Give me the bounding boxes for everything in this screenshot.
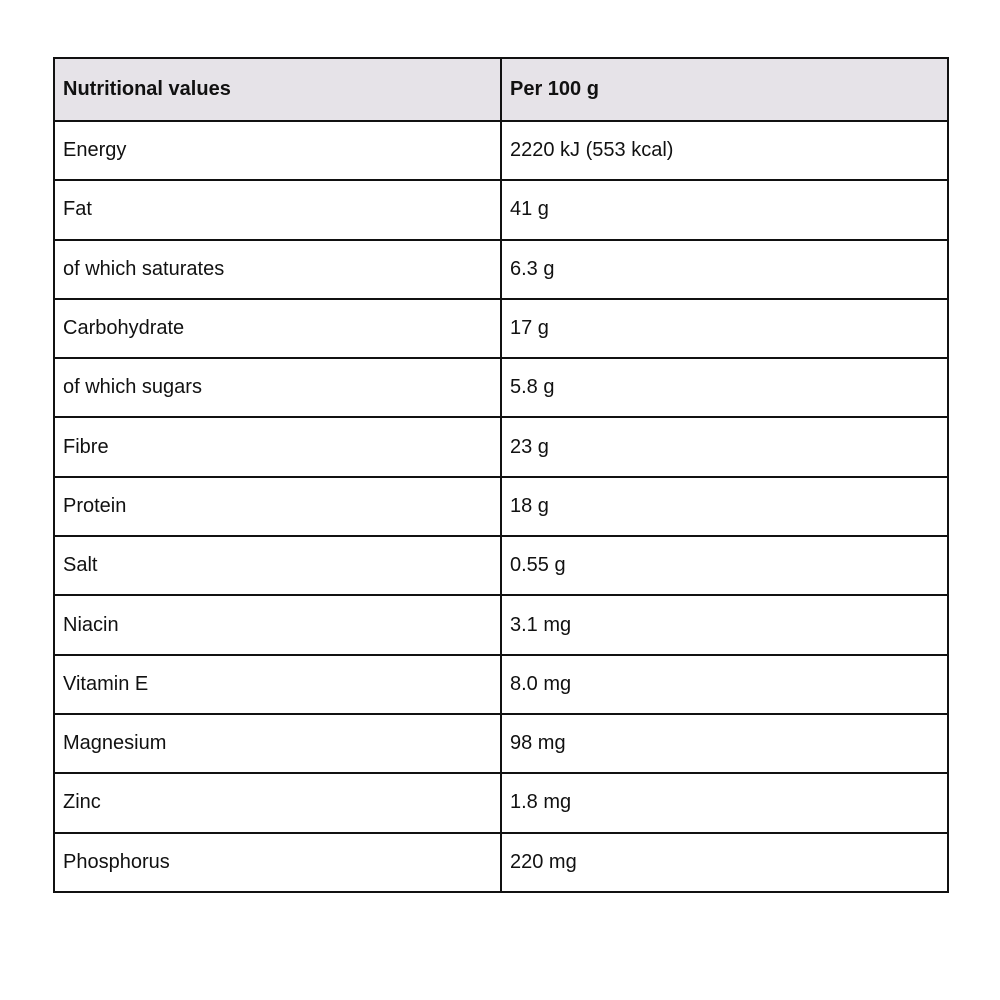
- nutrient-name: Magnesium: [54, 714, 501, 773]
- nutrient-name: of which saturates: [54, 240, 501, 299]
- nutrient-name: Fat: [54, 180, 501, 239]
- nutrient-value: 41 g: [501, 180, 948, 239]
- nutrient-value: 5.8 g: [501, 358, 948, 417]
- nutrient-name: Energy: [54, 121, 501, 180]
- nutrient-value: 3.1 mg: [501, 595, 948, 654]
- nutrient-name: Phosphorus: [54, 833, 501, 892]
- nutrient-name: Vitamin E: [54, 655, 501, 714]
- nutrient-value: 0.55 g: [501, 536, 948, 595]
- table-row: [54, 477, 948, 536]
- nutrient-value: 98 mg: [501, 714, 948, 773]
- table-row: [54, 773, 948, 832]
- table-row: [54, 240, 948, 299]
- nutrient-name: Fibre: [54, 417, 501, 476]
- nutrient-value: 6.3 g: [501, 240, 948, 299]
- nutrient-name: Protein: [54, 477, 501, 536]
- table-body: [54, 121, 948, 892]
- nutrient-name: Carbohydrate: [54, 299, 501, 358]
- nutrient-value: 220 mg: [501, 833, 948, 892]
- table-row: [54, 833, 948, 892]
- table-row: [54, 536, 948, 595]
- nutrient-value: 17 g: [501, 299, 948, 358]
- nutrient-value: 1.8 mg: [501, 773, 948, 832]
- header-per-100g: Per 100 g: [501, 58, 948, 121]
- table-row: [54, 714, 948, 773]
- nutrient-name: Zinc: [54, 773, 501, 832]
- nutrient-name: Niacin: [54, 595, 501, 654]
- header-nutritional-values: Nutritional values: [54, 58, 501, 121]
- nutrient-value: 18 g: [501, 477, 948, 536]
- nutrient-name: Salt: [54, 536, 501, 595]
- header-row: [54, 58, 948, 121]
- table-row: [54, 180, 948, 239]
- table-row: [54, 299, 948, 358]
- nutrient-value: 8.0 mg: [501, 655, 948, 714]
- table-row: [54, 655, 948, 714]
- nutrition-table: [53, 57, 949, 893]
- table-row: [54, 121, 948, 180]
- nutrient-value: 2220 kJ (553 kcal): [501, 121, 948, 180]
- table-row: [54, 358, 948, 417]
- nutrient-value: 23 g: [501, 417, 948, 476]
- table-header: [54, 58, 948, 121]
- nutrient-name: of which sugars: [54, 358, 501, 417]
- table-row: [54, 417, 948, 476]
- table-row: [54, 595, 948, 654]
